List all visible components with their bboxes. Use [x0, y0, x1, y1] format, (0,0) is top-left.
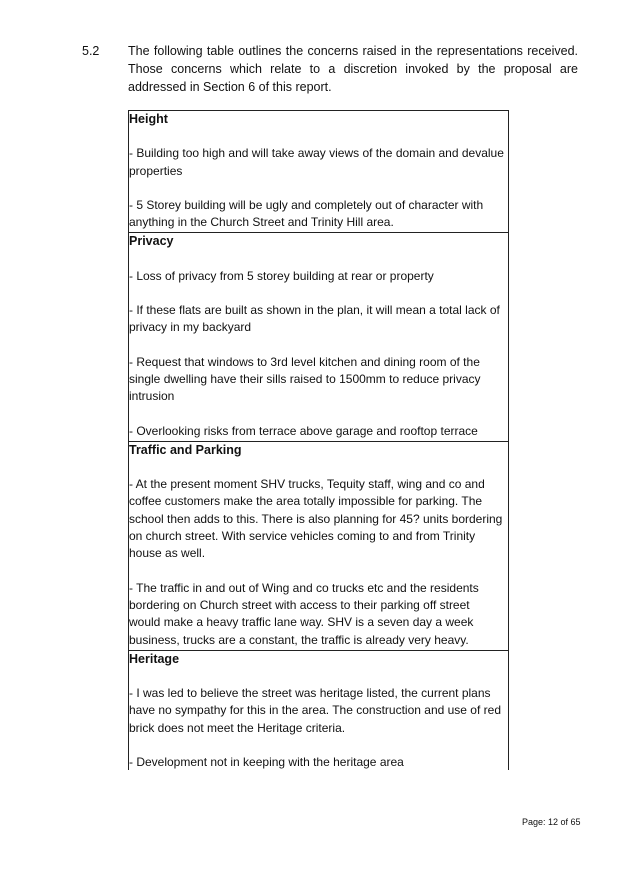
concern-item: - 5 Storey building will be ugly and completely out of character with anything in the Church Street and Trinity Hill area. [129, 197, 484, 230]
concern-item: - Request that windows to 3rd level kitchen and dining room of the single dwelling have their sills raised to 1500mm to reduce privacy intrusion [129, 354, 481, 404]
intro-paragraph: The following table outlines the concerns raised in the representations received. Those concerns which relate to a discretion invoked by the proposal are addressed in Section 6 of this report. [128, 44, 578, 94]
concern-item: - The traffic in and out of Wing and co trucks etc and the residents bordering on Church street with access to their parking off street would make a heavy traffic lane way. SHV is a seven day a week business, trucks are a constant, the traffic is already very heavy. [129, 580, 479, 647]
section-heading: Privacy [129, 234, 174, 249]
section-traffic-and-parking [129, 442, 508, 651]
concern-item: - Loss of privacy from 5 storey building at rear or property [129, 268, 434, 283]
concern-item: - At the present moment SHV trucks, Tequity staff, wing and co and coffee customers make the area totally impossible for parking. The school then adds to this. There is also planning for 45? units bordering on church street. With service vehicles coming to and from Trinity house as well. [129, 477, 503, 561]
concern-item: - Building too high and will take away views of the domain and devalue properties [129, 146, 504, 178]
page-number: Page: 12 of 65 [522, 817, 581, 827]
section-heading: Height [129, 112, 168, 126]
section-privacy [129, 233, 508, 441]
section-number: 5.2 [82, 44, 100, 58]
concern-item: - I was led to believe the street was heritage listed, the current plans have no sympathy for this in the area. The construction and use of red brick does not meet the Heritage criteria. [129, 686, 501, 735]
concern-item: - Overlooking risks from terrace above garage and rooftop terrace [129, 423, 478, 438]
concern-item: - If these flats are built as shown in the plan, it will mean a total lack of privacy in my backyard [129, 303, 500, 335]
section-heading: Traffic and Parking [129, 442, 242, 457]
concern-item: - Development not in keeping with the heritage area [129, 755, 404, 770]
section-heritage [129, 651, 508, 770]
section-height [129, 111, 508, 233]
concerns-table [128, 110, 509, 770]
section-heading: Heritage [129, 651, 180, 666]
